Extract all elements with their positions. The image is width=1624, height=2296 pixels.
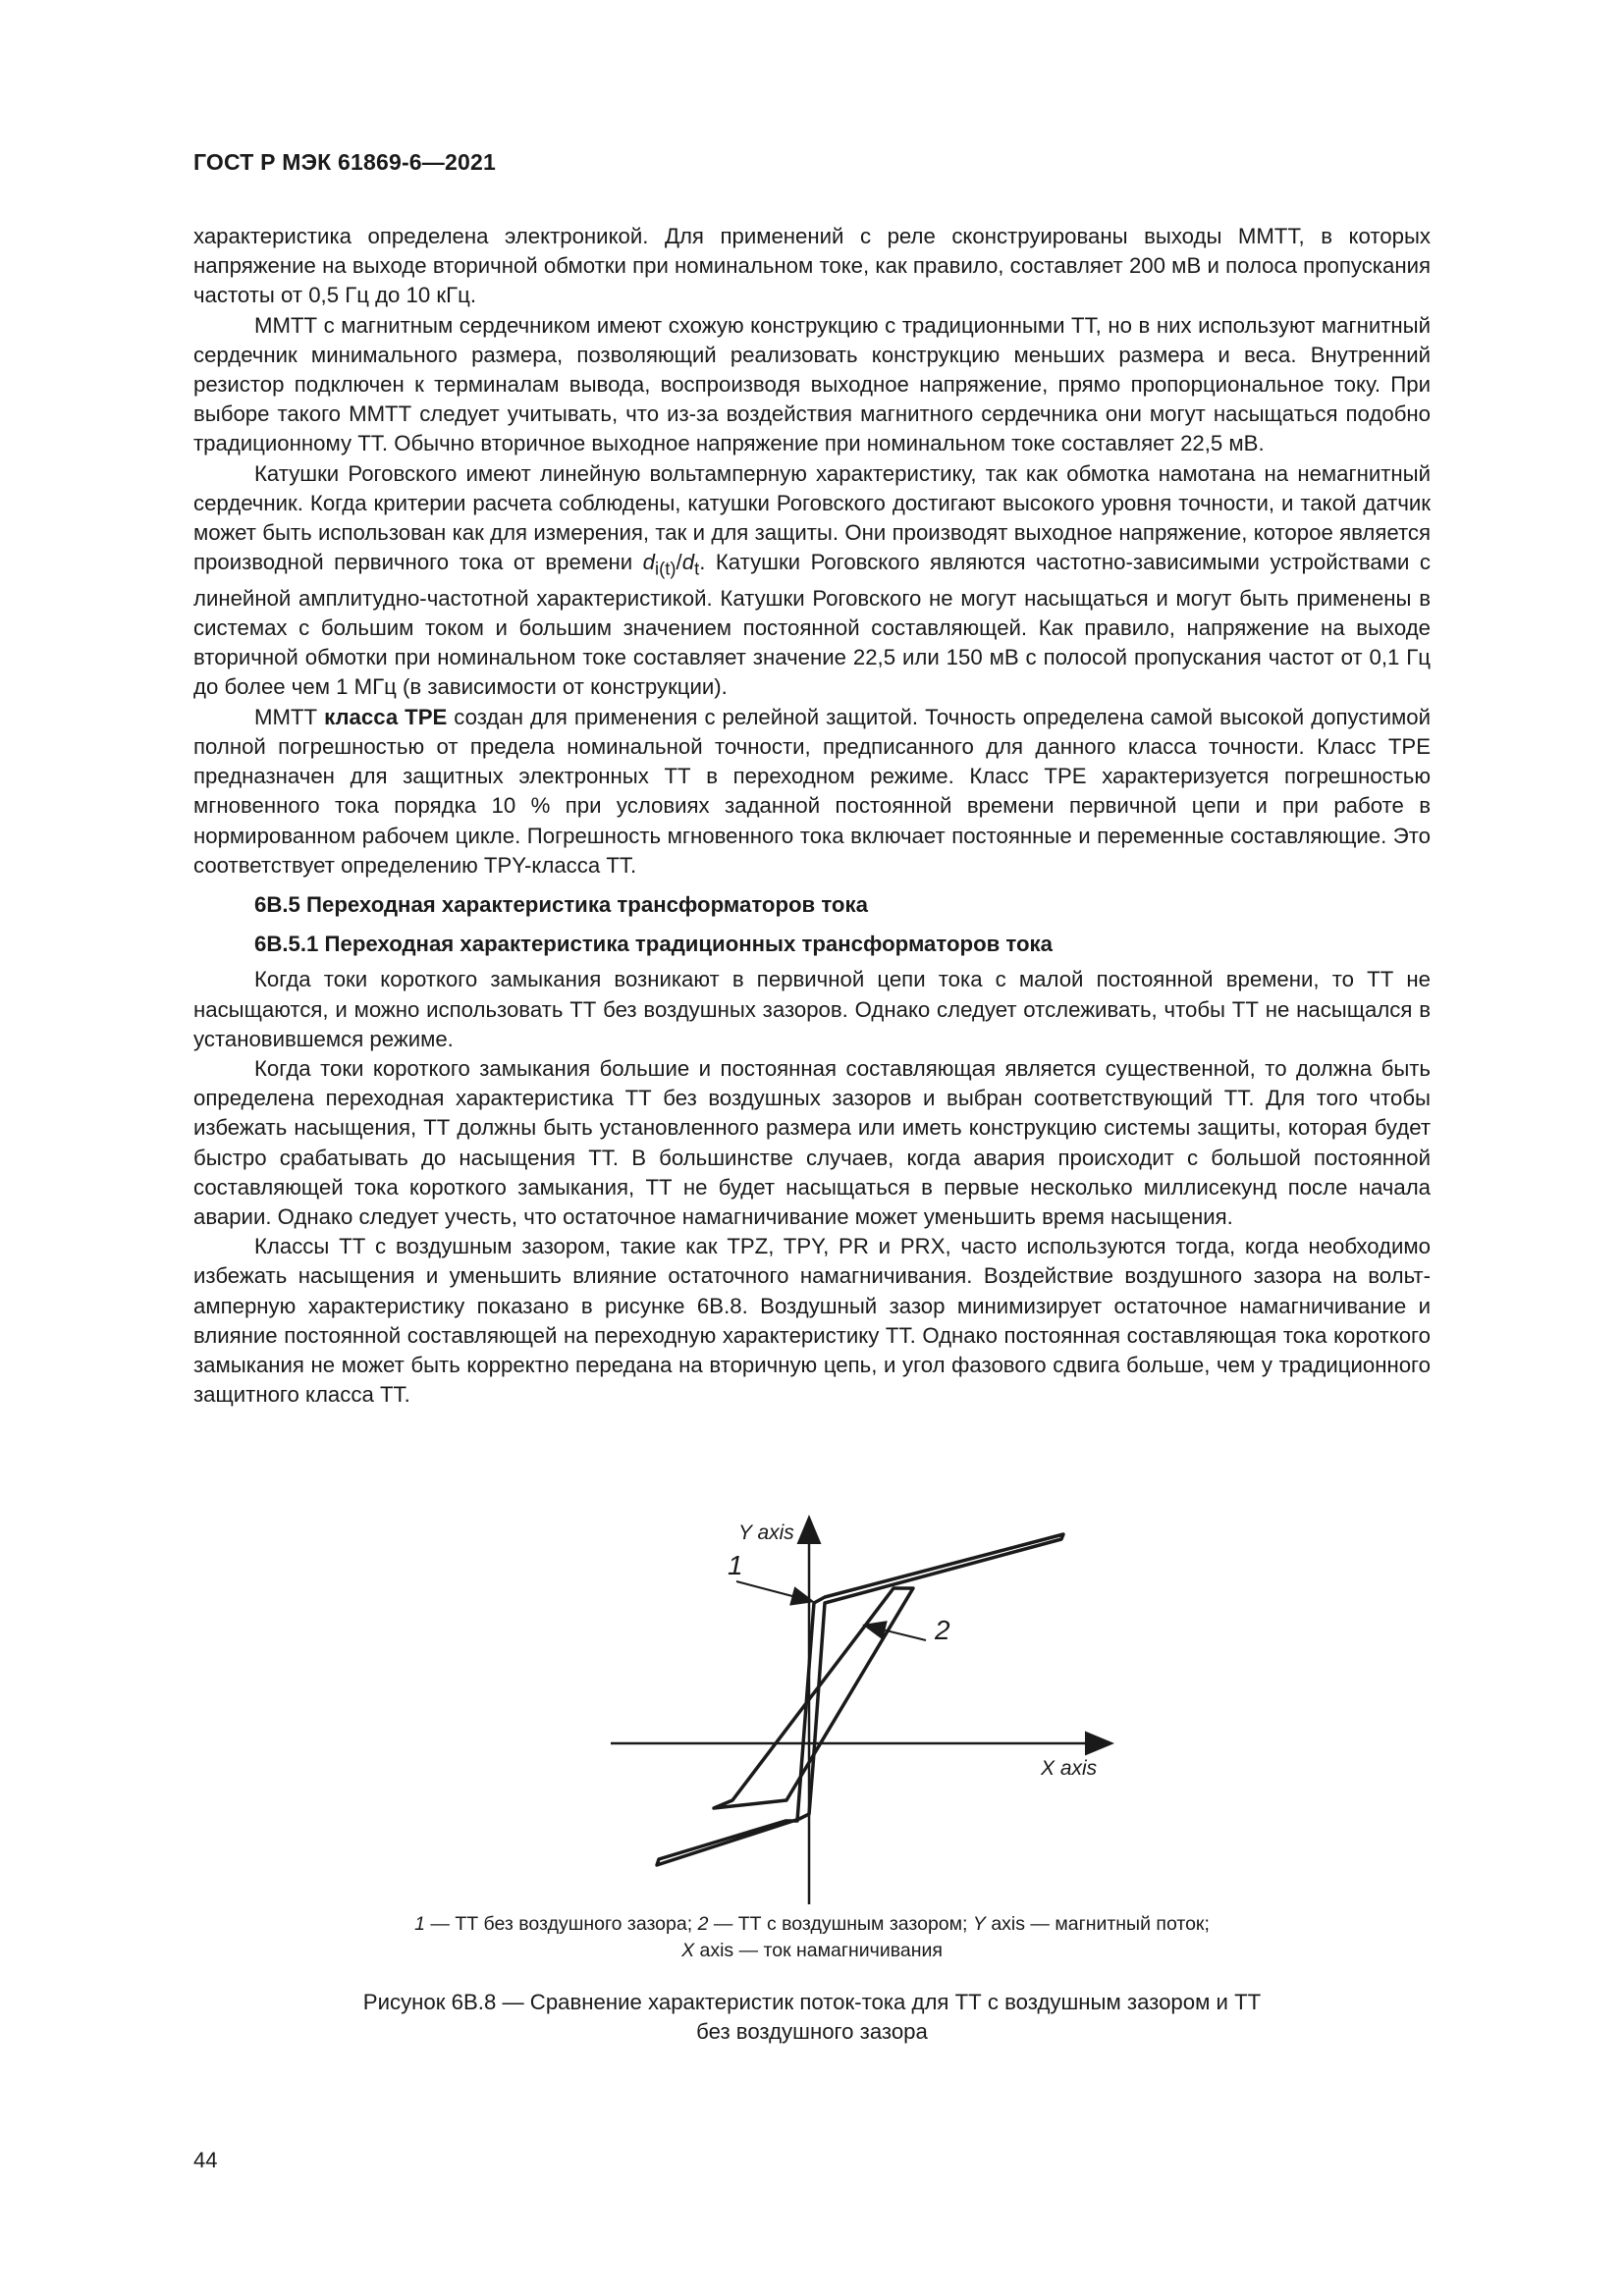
paragraph-4 (193, 703, 1431, 881)
hysteresis-diagram (589, 1492, 1139, 1904)
figure-legend (193, 1911, 1431, 1964)
hysteresis-figure (589, 1492, 1139, 1904)
paragraph-4-part-b: создан для применения с релейной защитой. Точность определена самой высокой допустимой полной погрешностью от предела номинальной точности, предписанного для данного класса точности. Класс ТРЕ предназначен для защитных электронных ТТ в переходном режиме. Класс ТРЕ характеризуется погрешностью мгновенного тока порядка 10 % при условиях заданной постоянной времени первичной цепи и при работе в нормированном рабочем цикле. Погрешность мгновенного тока включает постоянные и переменные составляющие. Это соответствует определению TPY-класса ТТ. (193, 704, 1431, 878)
y-axis-label: Y axis (738, 1522, 794, 1544)
legend-text-2: — ТТ с воздушным зазором; (708, 1913, 973, 1935)
legend-num-1: 1 (414, 1913, 425, 1935)
legend-num-2: 2 (697, 1913, 709, 1935)
leader-1 (736, 1581, 811, 1601)
paragraph-4-part-a: ММТТ (254, 704, 325, 729)
derivative-sub-2: t (694, 558, 700, 579)
legend-line-2 (193, 1938, 1431, 1964)
legend-text-1: — ТТ без воздушного зазора; (424, 1913, 698, 1935)
figure-caption (193, 1988, 1431, 2047)
caption-line-1: Рисунок 6B.8 — Сравнение характеристик поток-тока для ТТ с воздушным зазором и ТТ (362, 1990, 1262, 2014)
curve-1-loop (657, 1534, 1063, 1865)
legend-line-1 (193, 1911, 1431, 1938)
paragraph-3-part-a: Катушки Роговского имеют линейную вольтамперную характеристику, так как обмотка намотана на немагнитный сердечник. Когда критерии расчета соблюдены, катушки Роговского достигают высокого уровня точности, и такой датчик может быть использован как для измерения, так и для защиты. Они производят выходное напряжение, которое является производной первичного тока от времени (193, 460, 1431, 575)
paragraph-2: ММТТ с магнитным сердечником имеют схожую конструкцию с традиционными ТТ, но в них используют магнитный сердечник минимального размера, позволяющий реализовать конструкцию меньших размера и веса. Внутренний резистор подключен к терминалам вывода, воспроизводя выходное напряжение, прямо пропорциональное току. При выборе такого ММТТ следует учитывать, что из-за воздействия магнитного сердечника они могут насыщаться подобно традиционному ТТ. Обычно вторичное выходное напряжение при номинальном токе составляет 22,5 мВ. (193, 312, 1431, 456)
legend-text-y: axis — магнитный поток; (985, 1913, 1210, 1935)
paragraph-5: Когда токи короткого замыкания возникают в первичной цепи тока с малой постоянной времени, то ТТ не насыщаются, и можно использовать ТТ без воздушных зазоров. Однако следует отслеживать, чтобы ТТ не насыщался в установившемся режиме. (193, 967, 1431, 1051)
legend-num-y: Y (972, 1913, 986, 1935)
x-axis-label: X axis (1041, 1757, 1098, 1780)
paragraph-3-part-b: . Катушки Роговского являются частотно-зависимыми устройствами с линейной амплитудно-частотной характеристикой. Катушки Роговского не могут насыщаться и могут быть применены в системах с большим током и большим значением постоянной составляющей. Как правило, напряжение на выходе вторичной обмотки при номинальном токе составляет значение 22,5 или 150 мВ с полосой пропускания частот от 0,1 Гц до более чем 1 МГц (в зависимости от конструкции). (193, 550, 1432, 700)
section-heading-6b5: 6B.5 Переходная характеристика трансформаторов тока (254, 891, 868, 917)
body-text (193, 222, 1431, 1410)
derivative-sub-1: i(t) (654, 558, 677, 579)
paragraph-3 (193, 459, 1431, 703)
caption-line-2: без воздушного зазора (696, 2019, 928, 2044)
paragraph-7: Классы ТТ с воздушным зазором, такие как TPZ, TPY, PR и PRX, часто используются тогда, когда необходимо избежать насыщения и уменьшить влияние остаточного намагничивания. Воздействие воздушного зазора на вольт-амперную характеристику показано в рисунке 6B.8. Воздушный зазор минимизирует остаточное намагничивание и влияние постоянной составляющей на переходную характеристику ТТ. Однако постоянная составляющая тока короткого замыкания не может быть корректно передана на вторичную цепь, и угол фазового сдвига больше, чем у традиционного защитного класса ТТ. (193, 1234, 1431, 1408)
paragraph-1: характеристика определена электроникой. Для применений с реле сконструированы выходы ММТТ, в которых напряжение на выходе вторичной обмотки при номинальном токе, как правило, составляет 200 мВ и полоса пропускания частоты от 0,5 Гц до 10 кГц. (193, 224, 1431, 308)
derivative-slash: / (676, 550, 682, 575)
curve-label-2: 2 (935, 1615, 950, 1645)
leader-2 (866, 1626, 926, 1640)
paragraph-4-bold: класса ТРЕ (324, 704, 448, 729)
page-number: 44 (193, 2148, 218, 2172)
legend-text-x: axis — ток намагничивания (694, 1940, 943, 1961)
section-heading-6b51: 6B.5.1 Переходная характеристика традиционных трансформаторов тока (254, 932, 1054, 957)
legend-num-x: X (681, 1940, 695, 1961)
derivative-d1: d (642, 550, 655, 575)
paragraph-6: Когда токи короткого замыкания большие и постоянная составляющая является существенной, то должна быть определена переходная характеристика ТТ без воздушных зазоров и выбран соответствующий ТТ. Для того чтобы избежать насыщения, ТТ должны быть установленного размера или иметь конструкцию системы защиты, которая будет быстро срабатывать до насыщения ТТ. В большинстве случаев, когда авария происходит с большой постоянной составляющей тока короткого замыкания, ТТ не будет насыщаться в первые несколько миллисекунд после начала аварии. Однако следует учесть, что остаточное намагничивание может уменьшить время насыщения. (193, 1055, 1431, 1229)
curve-label-1: 1 (728, 1550, 743, 1580)
derivative-d2: d (681, 550, 695, 575)
standard-header: ГОСТ Р МЭК 61869-6—2021 (193, 149, 496, 175)
